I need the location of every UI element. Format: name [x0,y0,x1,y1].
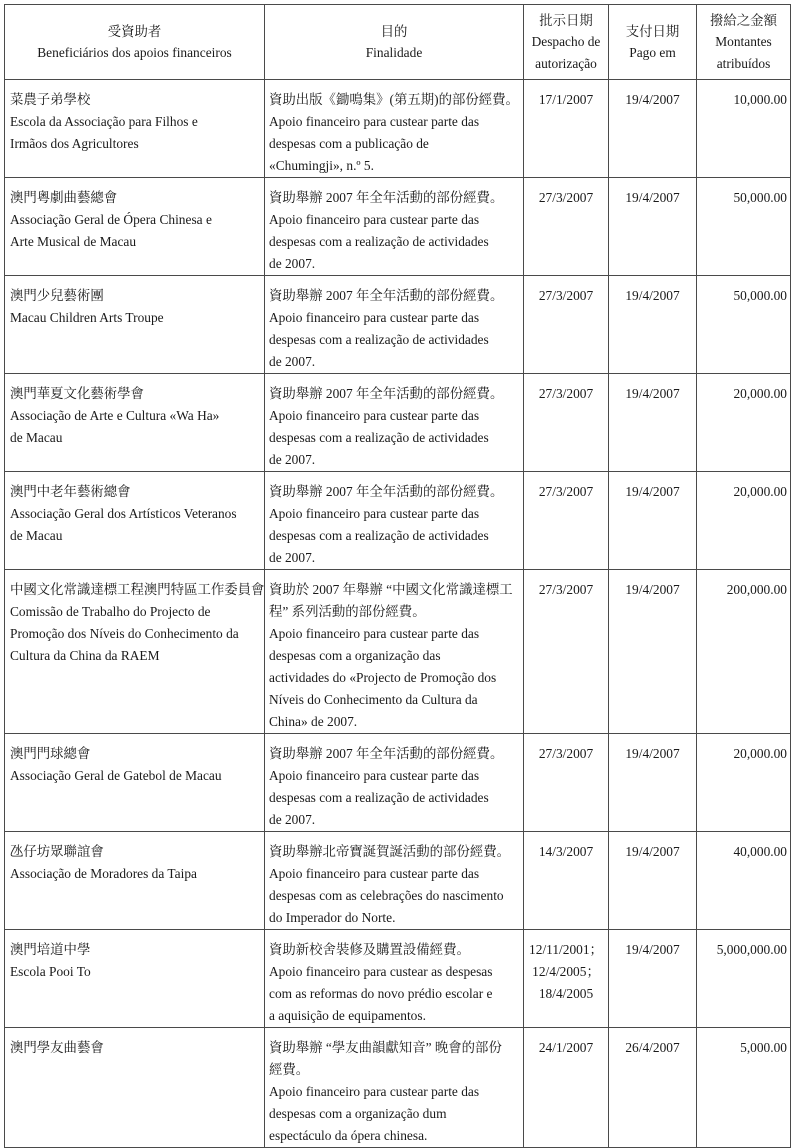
purpose-cell-line: Apoio financeiro para custear parte das [269,768,480,783]
montante-cell [697,734,791,832]
purpose-cell-line: 資助舉辦北帝寶誕賀誕活動的部份經費。 [269,844,511,859]
beneficiary-cell-line: Promoção dos Níveis do Conhecimento da [10,626,239,641]
beneficiary-cell [5,734,265,832]
despacho-cell-line: 14/3/2007 [538,844,594,859]
purpose-cell-line: espectáculo da ópera chinesa. [269,1128,428,1143]
despacho-cell [524,734,609,832]
beneficiary-cell-line: 澳門粵劇曲藝總會 [10,190,118,205]
despacho-cell [524,1028,609,1148]
purpose-cell-line: 資助出版《鋤鳴集》(第五期)的部份經費。 [269,92,519,107]
table-row [5,570,791,734]
montante-cell-line: 200,000.00 [726,582,787,597]
beneficiary-cell-line: 中國文化常識達標工程澳門特區工作委員會 [10,582,265,597]
purpose-cell-line: Apoio financeiro para custear parte das [269,1084,480,1099]
beneficiary-cell-line: Irmãos dos Agricultores [10,136,139,151]
purpose-cell-line: «Chumingji», n.º 5. [269,158,374,173]
montante-cell [697,178,791,276]
despacho-cell [524,178,609,276]
montante-cell [697,276,791,374]
pago-cell [609,930,697,1028]
beneficiary-cell-line: de Macau [10,528,63,543]
purpose-cell [265,734,524,832]
purpose-cell-line: despesas com a realização de actividades [269,528,489,543]
purpose-cell-line: de 2007. [269,256,316,271]
purpose-cell [265,374,524,472]
table-row [5,734,791,832]
purpose-cell-line: Apoio financeiro para custear parte das [269,114,480,129]
purpose-cell-line: de 2007. [269,452,316,467]
purpose-cell [265,80,524,178]
pago-cell-line: 19/4/2007 [625,484,680,499]
purpose-cell-line: de 2007. [269,354,316,369]
beneficiary-cell-line: Associação Geral de Gatebol de Macau [10,768,222,783]
header-pago: 支付日期 Pago em [609,5,697,80]
despacho-cell-line: 12/4/2005； [532,964,600,979]
montante-cell [697,1028,791,1148]
despacho-cell [524,570,609,734]
beneficiary-cell-line: Associação de Arte e Cultura «Wa Ha» [10,408,220,423]
header-row [5,5,791,80]
purpose-cell-line: 資助舉辦 2007 年全年活動的部份經費。 [269,484,504,499]
despacho-cell-line: 18/4/2005 [538,986,594,1001]
pago-cell [609,276,697,374]
purpose-cell-line: Níveis do Conhecimento da Cultura da [269,692,478,707]
table-body [5,80,791,1148]
despacho-cell-line: 17/1/2007 [538,92,594,107]
purpose-cell-line: Apoio financeiro para custear parte das [269,866,480,881]
despacho-cell [524,832,609,930]
pago-cell [609,1028,697,1148]
beneficiary-cell [5,374,265,472]
montante-cell [697,832,791,930]
beneficiary-cell-line: 氹仔坊眾聯誼會 [10,844,104,859]
purpose-cell [265,178,524,276]
beneficiary-cell-line: Escola Pooi To [10,964,91,979]
pago-cell-line: 19/4/2007 [625,92,680,107]
pago-cell [609,178,697,276]
beneficiary-cell [5,930,265,1028]
purpose-cell-line: actividades do «Projecto de Promoção dos [269,670,497,685]
beneficiary-cell [5,276,265,374]
despacho-cell-line: 27/3/2007 [538,190,594,205]
montante-cell [697,570,791,734]
purpose-cell [265,832,524,930]
purpose-cell-line: despesas com a publicação de [269,136,429,151]
beneficiary-cell-line: 澳門華夏文化藝術學會 [10,386,144,401]
despacho-cell-line: 27/3/2007 [538,386,594,401]
purpose-cell-line: despesas com a realização de actividades [269,234,489,249]
beneficiary-cell-line: 菜農子弟學校 [10,92,91,107]
purpose-cell-line: com as reformas do novo prédio escolar e [269,986,493,1001]
pago-cell-line: 19/4/2007 [625,288,680,303]
header-despacho: 批示日期 Despacho de autorização [524,5,609,80]
header-beneficiary: 受資助者 Beneficiários dos apoios financeiros [5,5,265,80]
pago-cell-line: 19/4/2007 [625,582,680,597]
pago-cell [609,472,697,570]
despacho-cell-line: 27/3/2007 [538,288,594,303]
beneficiary-cell [5,178,265,276]
montante-cell-line: 20,000.00 [733,386,787,401]
table-row [5,1028,791,1148]
beneficiary-cell-line: Associação de Moradores da Taipa [10,866,197,881]
despacho-cell [524,472,609,570]
beneficiary-cell-line: 澳門門球總會 [10,746,91,761]
beneficiary-cell-line: Macau Children Arts Troupe [10,310,164,325]
purpose-cell-line: 資助舉辦 2007 年全年活動的部份經費。 [269,386,504,401]
purpose-cell-line: China» de 2007. [269,714,358,729]
pago-cell-line: 26/4/2007 [625,1040,680,1055]
beneficiary-cell-line: 澳門培道中學 [10,942,91,957]
grants-table [4,4,791,1148]
montante-cell [697,472,791,570]
beneficiary-cell-line: Cultura da China da RAEM [10,648,160,663]
purpose-cell-line: Apoio financeiro para custear parte das [269,408,480,423]
pago-cell [609,80,697,178]
purpose-cell-line: 資助舉辦 “學友曲韻獻知音” 晚會的部份 [269,1040,502,1055]
purpose-cell-line: 資助舉辦 2007 年全年活動的部份經費。 [269,746,504,761]
montante-cell [697,930,791,1028]
beneficiary-cell-line: Escola da Associação para Filhos e [10,114,198,129]
pago-cell [609,570,697,734]
table-row [5,930,791,1028]
despacho-cell-line: 27/3/2007 [538,582,594,597]
table-row [5,472,791,570]
purpose-cell-line: Apoio financeiro para custear parte das [269,310,480,325]
montante-cell-line: 50,000.00 [733,190,787,205]
pago-cell-line: 19/4/2007 [625,746,680,761]
purpose-cell-line: Apoio financeiro para custear parte das [269,506,480,521]
beneficiary-cell [5,1028,265,1148]
purpose-cell-line: do Imperador do Norte. [269,910,396,925]
purpose-cell-line: despesas com a realização de actividades [269,430,489,445]
purpose-cell-line: Apoio financeiro para custear parte das [269,212,480,227]
table-row [5,80,791,178]
purpose-cell-line: 程” 系列活動的部份經費。 [269,604,426,619]
beneficiary-cell-line: de Macau [10,430,63,445]
despacho-cell [524,374,609,472]
table-row [5,276,791,374]
montante-cell-line: 40,000.00 [733,844,787,859]
pago-cell-line: 19/4/2007 [625,190,680,205]
pago-cell-line: 19/4/2007 [625,386,680,401]
montante-cell-line: 10,000.00 [733,92,787,107]
despacho-cell-line: 27/3/2007 [538,484,594,499]
purpose-cell-line: despesas com a realização de actividades [269,790,489,805]
purpose-cell-line: despesas com a organização dum [269,1106,447,1121]
beneficiary-cell-line: Arte Musical de Macau [10,234,137,249]
purpose-cell-line: de 2007. [269,812,316,827]
beneficiary-cell-line: Associação Geral de Ópera Chinesa e [10,212,212,227]
pago-cell-line: 19/4/2007 [625,844,680,859]
table-row [5,832,791,930]
montante-cell [697,374,791,472]
beneficiary-cell [5,472,265,570]
purpose-cell [265,930,524,1028]
purpose-cell-line: a aquisição de equipamentos. [269,1008,426,1023]
purpose-cell-line: de 2007. [269,550,316,565]
table-row [5,374,791,472]
purpose-cell-line: Apoio financeiro para custear as despesas [269,964,493,979]
header-montante: 撥給之金額 Montantes atribuídos [697,5,791,80]
purpose-cell [265,570,524,734]
purpose-cell-line: despesas com a organização das [269,648,441,663]
pago-cell [609,832,697,930]
beneficiary-cell [5,80,265,178]
pago-cell-line: 19/4/2007 [625,942,680,957]
beneficiary-cell-line: Comissão de Trabalho do Projecto de [10,604,211,619]
beneficiary-cell-line: 澳門中老年藝術總會 [10,484,131,499]
purpose-cell-line: Apoio financeiro para custear parte das [269,626,480,641]
despacho-cell-line: 24/1/2007 [538,1040,594,1055]
montante-cell-line: 5,000,000.00 [716,942,787,957]
beneficiary-cell-line: Associação Geral dos Artísticos Veteranos [10,506,237,521]
montante-cell-line: 5,000.00 [740,1040,787,1055]
purpose-cell [265,276,524,374]
purpose-cell [265,472,524,570]
purpose-cell [265,1028,524,1148]
beneficiary-cell [5,832,265,930]
purpose-cell-line: 資助舉辦 2007 年全年活動的部份經費。 [269,190,504,205]
purpose-cell-line: 資助於 2007 年舉辦 “中國文化常識達標工 [269,582,513,597]
beneficiary-cell-line: 澳門少兒藝術團 [10,288,104,303]
montante-cell-line: 50,000.00 [733,288,787,303]
beneficiary-cell-line: 澳門學友曲藝會 [10,1040,104,1055]
header-purpose: 目的 Finalidade [265,5,524,80]
beneficiary-cell [5,570,265,734]
purpose-cell-line: 資助新校舍裝修及購置設備經費。 [269,942,470,957]
pago-cell [609,374,697,472]
purpose-cell-line: despesas com as celebrações do nascimento [269,888,504,903]
purpose-cell-line: 經費。 [269,1062,310,1077]
despacho-cell [524,276,609,374]
montante-cell [697,80,791,178]
despacho-cell-line: 12/11/2001； [529,942,603,957]
table-row [5,178,791,276]
montante-cell-line: 20,000.00 [733,746,787,761]
pago-cell [609,734,697,832]
despacho-cell [524,930,609,1028]
despacho-cell [524,80,609,178]
purpose-cell-line: despesas com a realização de actividades [269,332,489,347]
purpose-cell-line: 資助舉辦 2007 年全年活動的部份經費。 [269,288,504,303]
montante-cell-line: 20,000.00 [733,484,787,499]
despacho-cell-line: 27/3/2007 [538,746,594,761]
